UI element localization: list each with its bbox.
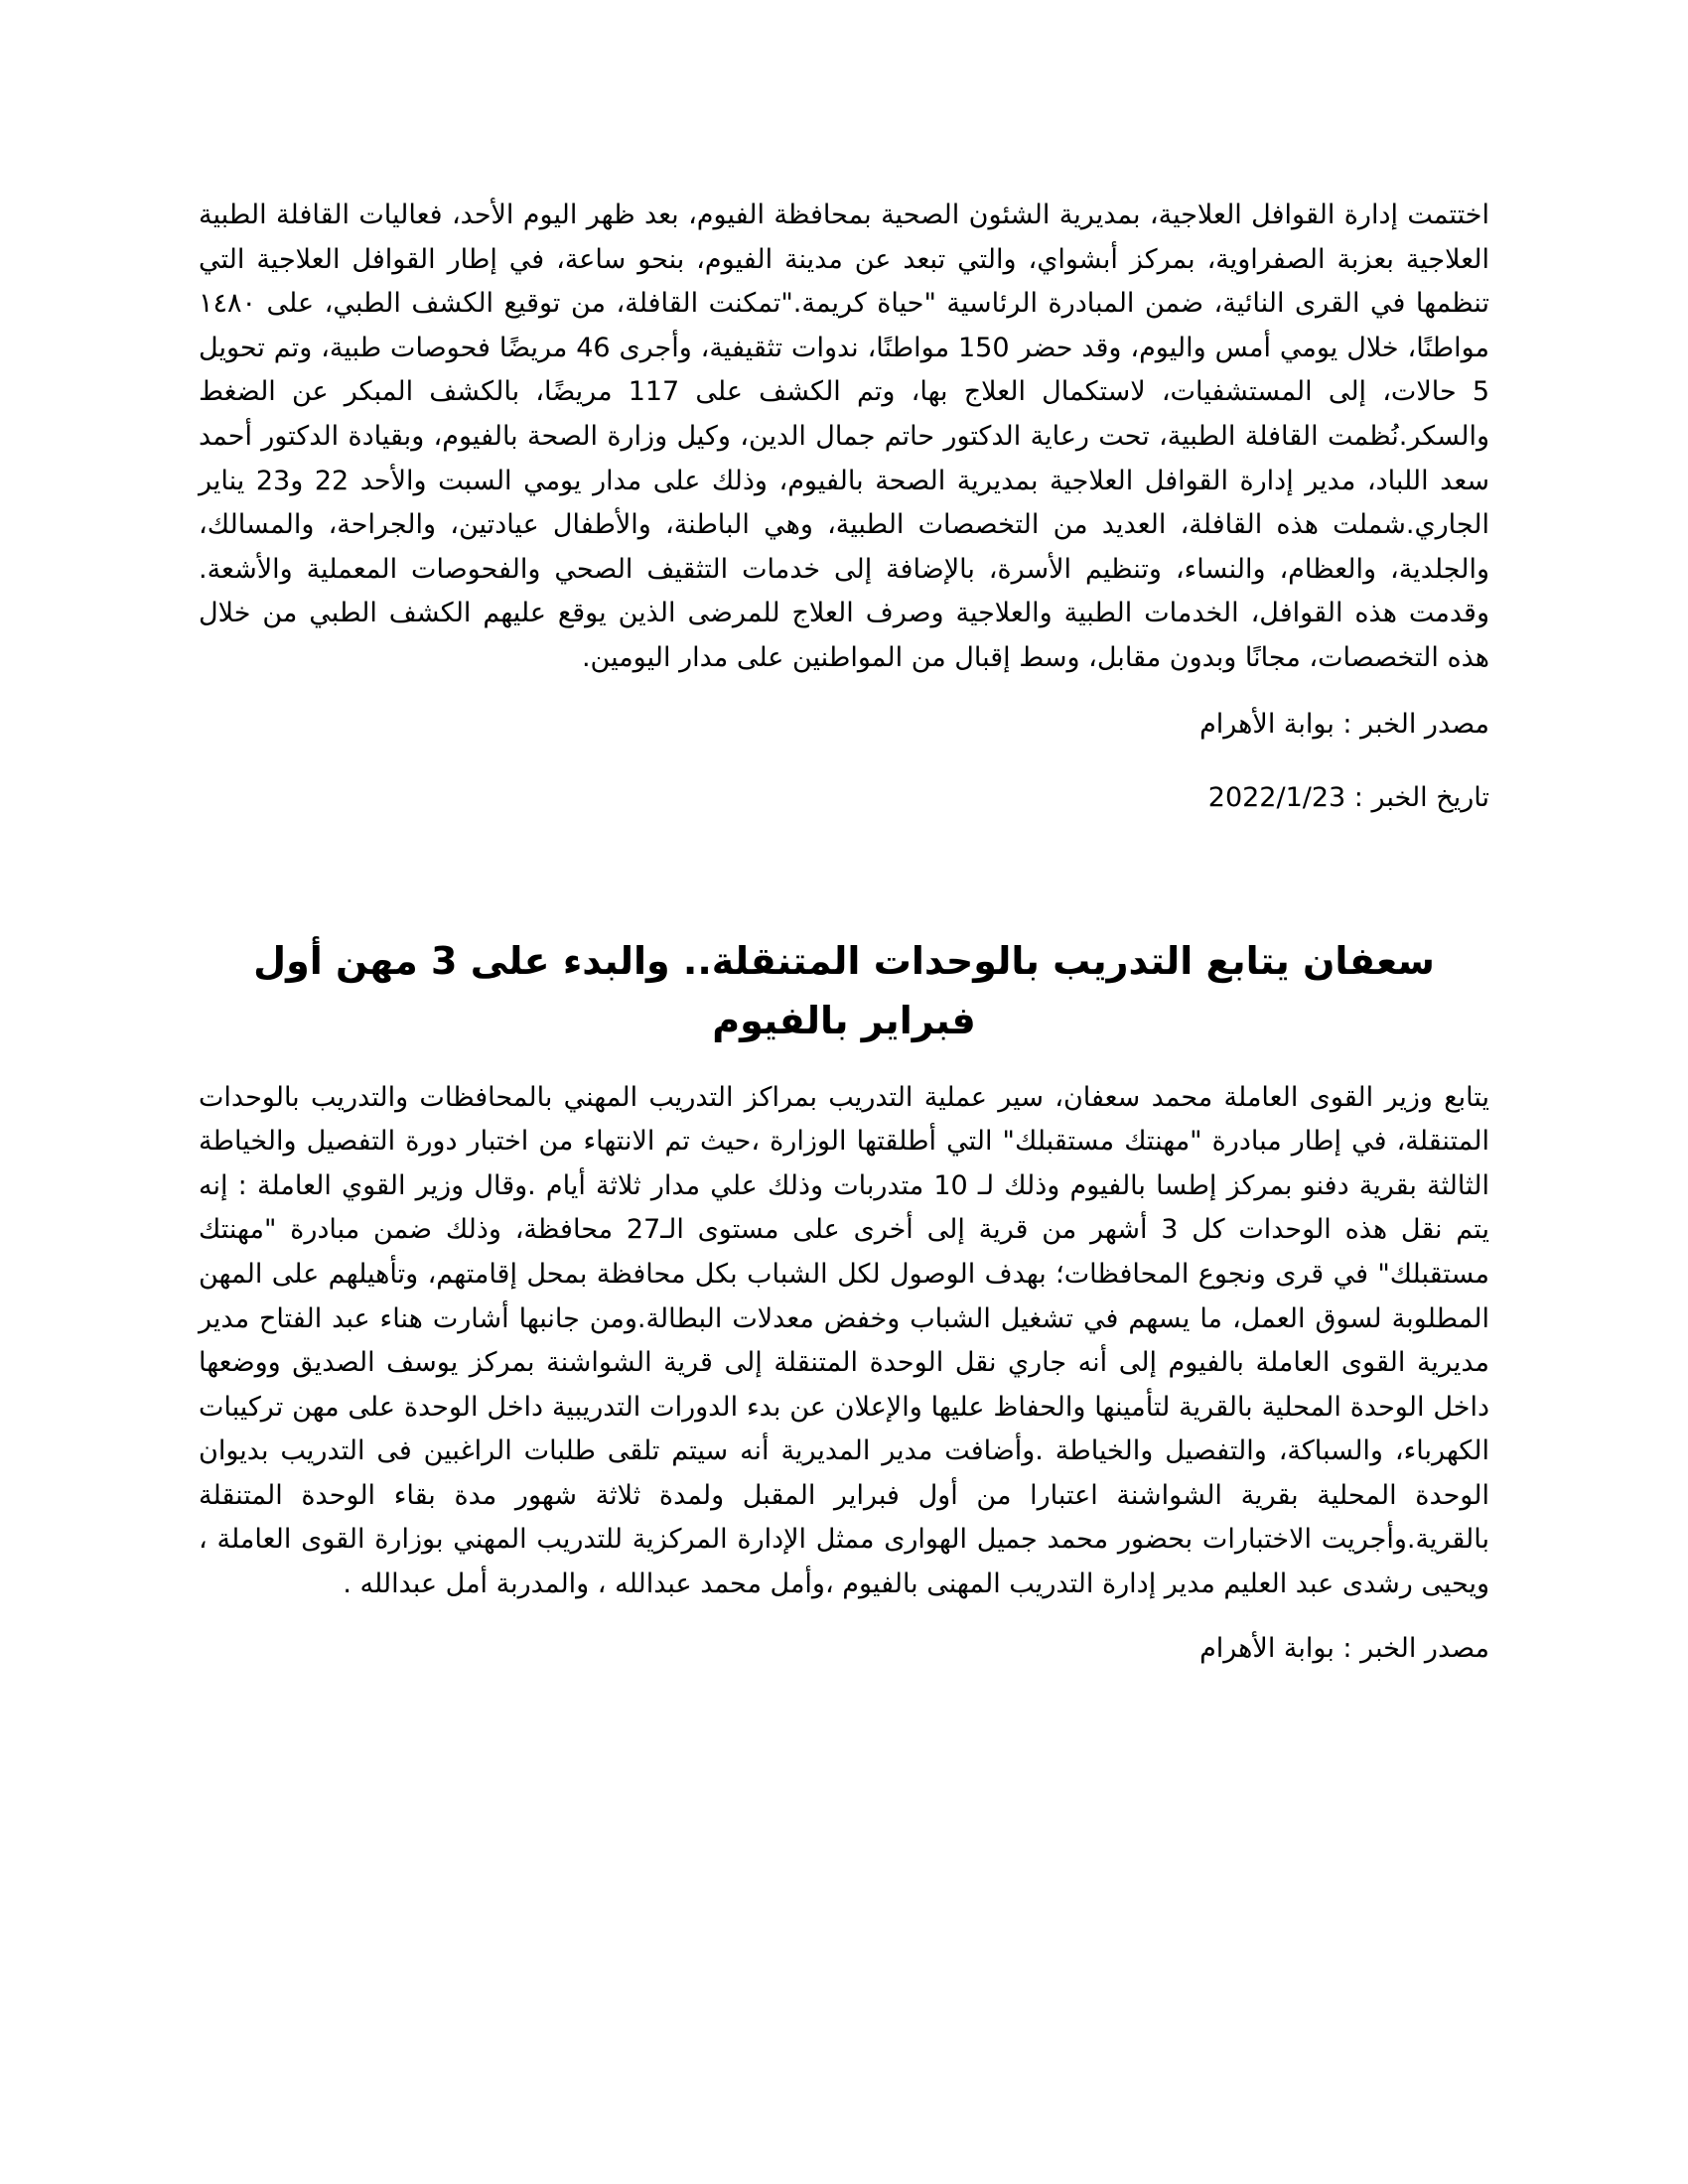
article-2-source: مصدر الخبر : بوابة الأهرام — [1199, 1632, 1489, 1664]
article-1-source: مصدر الخبر : بوابة الأهرام — [1199, 708, 1489, 740]
article-2-body: يتابع وزير القوى العاملة محمد سعفان، سير عملية التدريب بمراكز التدريب المهني بالمحافظات والتدريب بالوحدات المتنقلة، في إطار مبادرة "مهنتك مستقبلك" التي أطلقتها الوزارة ،حيث تم الانتهاء من اختبار دورة التفصيل والخياطة الثالثة بقرية دفنو بمركز إطسا بالفيوم وذلك لـ 10 متدربات وذلك علي مدار ثلاثة أيام .وقال وزير القوي العاملة : إنه يتم نقل هذه الوحدات كل 3 أشهر من قرية إلى أخرى على مستوى الـ27 محافظة، وذلك ضمن مبادرة "مهنتك مستقبلك" في قرى ونجوع المحافظات؛ بهدف الوصول لكل الشباب بكل محافظة بمحل إقامتهم، وتأهيلهم على المهن المطلوبة لسوق العمل، ما يسهم في تشغيل الشباب وخفض معدلات البطالة.ومن جانبها أشارت هناء عبد الفتاح مدير مديرية القوى العاملة بالفيوم إلى أنه جاري نقل الوحدة المتنقلة إلى قرية الشواشنة بمركز يوسف الصديق ووضعها داخل الوحدة المحلية بالقرية لتأمينها والحفاظ عليها والإعلان عن بدء الدورات التدريبية داخل الوحدة على مهن تركيبات الكهرباء، والسباكة، والتفصيل والخياطة .وأضافت مدير المديرية أنه سيتم تلقى طلبات الراغبين فى التدريب بديوان الوحدة المحلية بقرية الشواشنة اعتبارا من أول فبراير المقبل ولمدة ثلاثة شهور مدة بقاء الوحدة المتنقلة بالقرية.وأجريت الاختبارات بحضور محمد جميل الهوارى ممثل الإدارة المركزية للتدريب المهني بوزارة القوى العاملة ، ويحيى رشدى عبد العليم مدير إدارة التدريب المهنى بالفيوم ،وأمل محمد عبدالله ، والمدربة أمل عبدالله . — [199, 1081, 1489, 1600]
article-1-body: اختتمت إدارة القوافل العلاجية، بمديرية الشئون الصحية بمحافظة الفيوم، بعد ظهر اليوم الأحد، فعاليات القافلة الطبية العلاجية بعزبة الصفراوية، بمركز أبشواي، والتي تبعد عن مدينة الفيوم، بنحو ساعة، في إطار القوافل العلاجية التي تنظمها في القرى النائية، ضمن المبادرة الرئاسية "حياة كريمة."تمكنت القافلة، من توقيع الكشف الطبي، على ١٤٨٠ مواطنًا، خلال يومي أمس واليوم، وقد حضر 150 مواطنًا، ندوات تثقيفية، وأجرى 46 مريضًا فحوصات طبية، وتم تحويل 5 حالات، إلى المستشفيات، لاستكمال العلاج بها، وتم الكشف على 117 مريضًا، بالكشف المبكر عن الضغط والسكر.نُظمت القافلة الطبية، تحت رعاية الدكتور حاتم جمال الدين، وكيل وزارة الصحة بالفيوم، وبقيادة الدكتور أحمد سعد اللباد، مدير إدارة القوافل العلاجية بمديرية الصحة بالفيوم، وذلك على مدار يومي السبت والأحد 22 و23 يناير الجاري.شملت هذه القافلة، العديد من التخصصات الطبية، وهي الباطنة، والأطفال عيادتين، والجراحة، والمسالك، والجلدية، والعظام، والنساء، وتنظيم الأسرة، بالإضافة إلى خدمات التثقيف الصحي والفحوصات المعملية والأشعة. وقدمت هذه القوافل، الخدمات الطبية والعلاجية وصرف العلاج للمرضى الذين يوقع عليهم الكشف الطبي من خلال هذه التخصصات، مجانًا وبدون مقابل، وسط إقبال من المواطنين على مدار اليومين. — [199, 200, 1490, 673]
article-1-date: تاريخ الخبر : 2022/1/23 — [1207, 781, 1489, 813]
article-2-headline: سعفان يتابع التدريب بالوحدات المتنقلة.. والبدء على 3 مهن أول فبراير بالفيوم — [253, 938, 1435, 1042]
document-page — [199, 194, 1489, 1671]
